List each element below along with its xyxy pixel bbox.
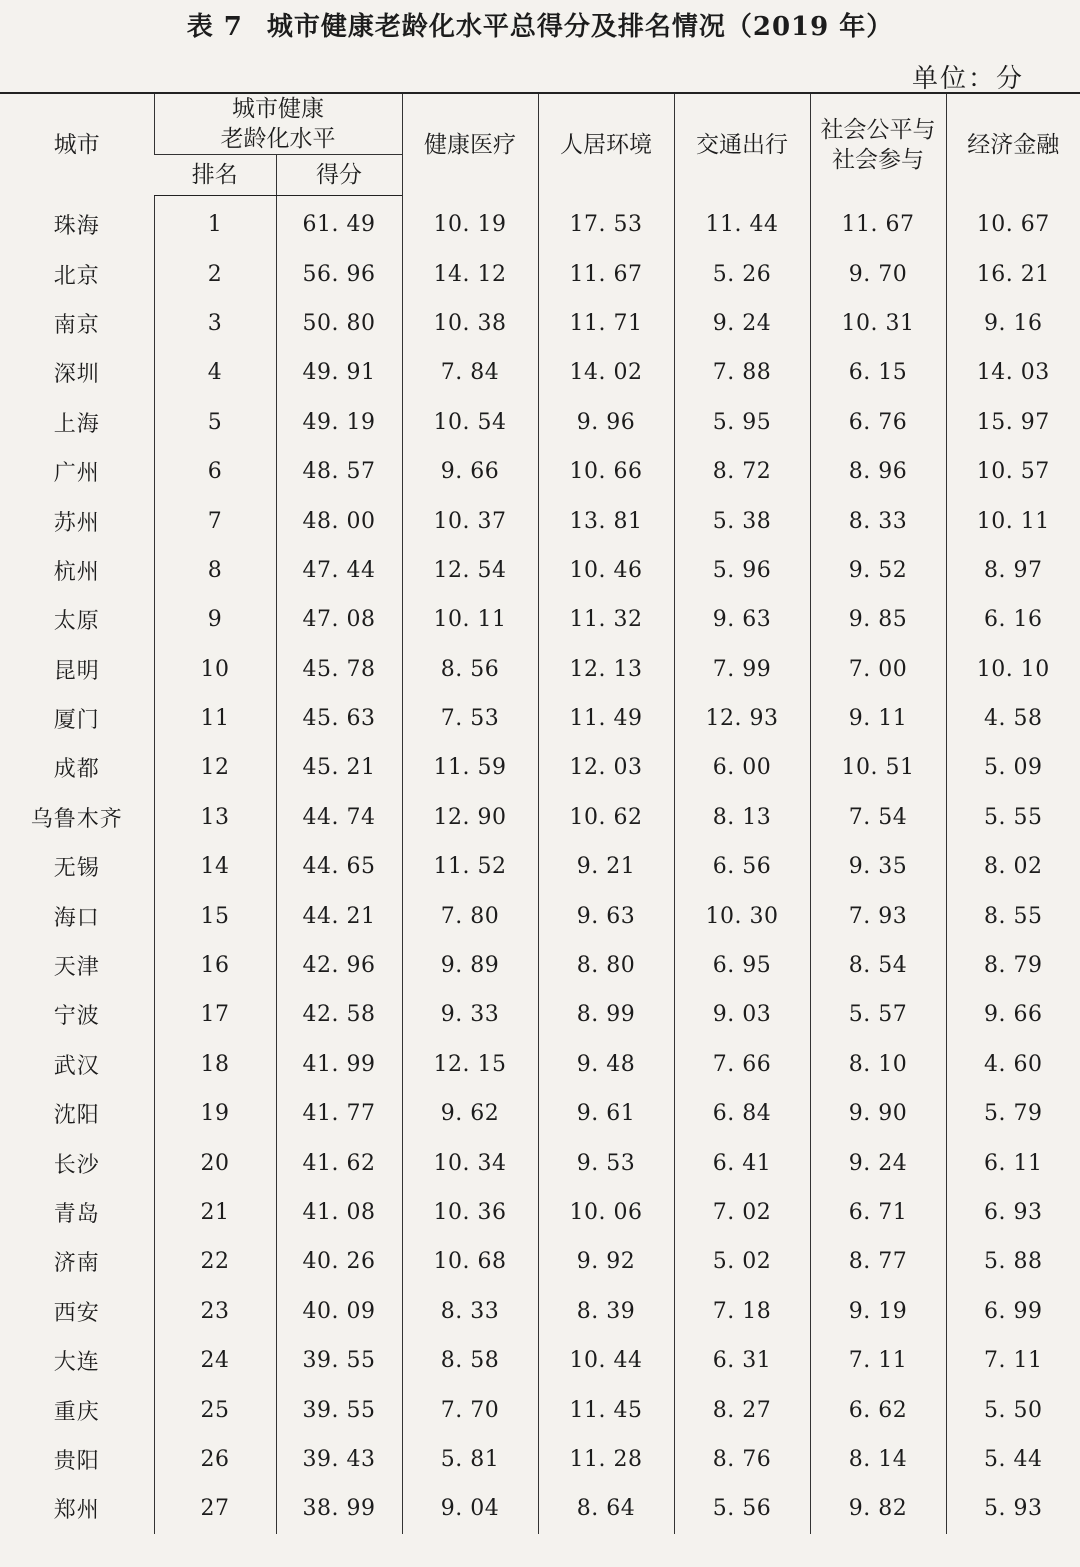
cell-health: 7. 80: [402, 891, 538, 940]
cell-city: 大连: [53, 1350, 100, 1376]
cell-transport: 8. 27: [674, 1385, 810, 1434]
cell-rank: 15: [154, 891, 276, 940]
cell-social: 6. 76: [810, 398, 946, 447]
table-row: [0, 1385, 1080, 1434]
cell-transport: 6. 95: [674, 941, 810, 990]
header-group: [154, 93, 402, 155]
cell-economy: 10. 11: [946, 496, 1080, 545]
table-row: [0, 1435, 1080, 1484]
cell-transport: 11. 44: [674, 196, 810, 250]
cell-health: 10. 38: [402, 299, 538, 348]
cell-transport: 5. 56: [674, 1484, 810, 1533]
table-row: [0, 743, 1080, 792]
cell-health: 10. 11: [402, 595, 538, 644]
table-row: [0, 1040, 1080, 1089]
cell-living: 12. 03: [538, 743, 674, 792]
cell-score: 41. 77: [276, 1089, 402, 1138]
cell-rank: 23: [154, 1287, 276, 1336]
table-row: [0, 842, 1080, 891]
cell-economy: 5. 09: [946, 743, 1080, 792]
cell-economy: 8. 97: [946, 546, 1080, 595]
cell-score: 56. 96: [276, 249, 402, 298]
cell-living: 11. 71: [538, 299, 674, 348]
cell-health: 10. 37: [402, 496, 538, 545]
cell-health: 9. 33: [402, 990, 538, 1039]
cell-transport: 7. 02: [674, 1188, 810, 1237]
cell-living: 11. 28: [538, 1435, 674, 1484]
cell-living: 11. 67: [538, 249, 674, 298]
cell-score: 41. 62: [276, 1138, 402, 1187]
table-row: [0, 1089, 1080, 1138]
table-row: [0, 595, 1080, 644]
table-row: [0, 645, 1080, 694]
table-row: [0, 299, 1080, 348]
cell-city: 宁波: [53, 1004, 100, 1030]
table-row: [0, 694, 1080, 743]
table-row: [0, 398, 1080, 447]
cell-economy: 10. 57: [946, 447, 1080, 496]
cell-score: 39. 43: [276, 1435, 402, 1484]
cell-rank: 22: [154, 1237, 276, 1286]
header-transport: 交通出行: [674, 93, 810, 196]
cell-social: 9. 52: [810, 546, 946, 595]
cell-living: 10. 06: [538, 1188, 674, 1237]
cell-social: 8. 10: [810, 1040, 946, 1089]
table-row: [0, 941, 1080, 990]
table-row: [0, 447, 1080, 496]
header-health: 健康医疗: [402, 93, 538, 196]
cell-score: 48. 57: [276, 447, 402, 496]
cell-rank: 7: [154, 496, 276, 545]
cell-living: 8. 80: [538, 941, 674, 990]
cell-city: 广州: [53, 461, 100, 487]
cell-transport: 12. 93: [674, 694, 810, 743]
cell-transport: 6. 41: [674, 1138, 810, 1187]
cell-city: 北京: [53, 263, 100, 289]
cell-score: 49. 19: [276, 398, 402, 447]
cell-health: 12. 54: [402, 546, 538, 595]
cell-social: 11. 67: [810, 196, 946, 250]
table-title: [0, 6, 1080, 43]
cell-city: 成都: [53, 757, 100, 783]
health-aging-table: [0, 92, 1080, 1534]
cell-city: 苏州: [53, 510, 100, 536]
cell-social: 7. 93: [810, 891, 946, 940]
table-row: [0, 348, 1080, 397]
cell-living: 12. 13: [538, 645, 674, 694]
header-living: 人居环境: [538, 93, 674, 196]
cell-health: 10. 34: [402, 1138, 538, 1187]
cell-economy: 6. 93: [946, 1188, 1080, 1237]
cell-transport: 5. 02: [674, 1237, 810, 1286]
cell-living: 10. 46: [538, 546, 674, 595]
cell-city: 珠海: [53, 213, 100, 239]
cell-score: 49. 91: [276, 348, 402, 397]
cell-city: 杭州: [53, 559, 100, 585]
table-row: [0, 990, 1080, 1039]
table-row: [0, 1138, 1080, 1187]
cell-social: 8. 77: [810, 1237, 946, 1286]
cell-rank: 8: [154, 546, 276, 595]
cell-city: 重庆: [53, 1399, 100, 1425]
cell-health: 9. 04: [402, 1484, 538, 1533]
table-row: [0, 793, 1080, 842]
cell-economy: 6. 16: [946, 595, 1080, 644]
header-city: 城市: [0, 93, 154, 196]
cell-living: 8. 99: [538, 990, 674, 1039]
cell-economy: 15. 97: [946, 398, 1080, 447]
cell-social: 9. 19: [810, 1287, 946, 1336]
cell-social: 9. 11: [810, 694, 946, 743]
cell-social: 8. 96: [810, 447, 946, 496]
cell-rank: 18: [154, 1040, 276, 1089]
cell-city: 长沙: [53, 1152, 100, 1178]
cell-transport: 7. 99: [674, 645, 810, 694]
cell-rank: 5: [154, 398, 276, 447]
cell-health: 7. 70: [402, 1385, 538, 1434]
cell-rank: 24: [154, 1336, 276, 1385]
cell-rank: 6: [154, 447, 276, 496]
cell-health: 11. 59: [402, 743, 538, 792]
cell-transport: 9. 63: [674, 595, 810, 644]
cell-score: 44. 21: [276, 891, 402, 940]
cell-rank: 9: [154, 595, 276, 644]
table-row: [0, 1188, 1080, 1237]
cell-rank: 17: [154, 990, 276, 1039]
cell-social: 6. 62: [810, 1385, 946, 1434]
cell-score: 41. 08: [276, 1188, 402, 1237]
cell-transport: 5. 96: [674, 546, 810, 595]
cell-living: 9. 92: [538, 1237, 674, 1286]
cell-social: 7. 11: [810, 1336, 946, 1385]
cell-city: 太原: [53, 609, 100, 635]
cell-economy: 5. 79: [946, 1089, 1080, 1138]
cell-economy: 5. 93: [946, 1484, 1080, 1533]
cell-score: 42. 96: [276, 941, 402, 990]
cell-rank: 27: [154, 1484, 276, 1533]
cell-social: 7. 00: [810, 645, 946, 694]
cell-transport: 6. 31: [674, 1336, 810, 1385]
header-social-line1: 社会公平与: [820, 116, 936, 143]
cell-rank: 25: [154, 1385, 276, 1434]
table-row: [0, 1237, 1080, 1286]
cell-health: 9. 62: [402, 1089, 538, 1138]
cell-living: 8. 64: [538, 1484, 674, 1533]
cell-health: 8. 58: [402, 1336, 538, 1385]
cell-social: 8. 33: [810, 496, 946, 545]
cell-economy: 4. 58: [946, 694, 1080, 743]
cell-living: 9. 96: [538, 398, 674, 447]
cell-rank: 1: [154, 196, 276, 250]
cell-living: 8. 39: [538, 1287, 674, 1336]
cell-score: 45. 63: [276, 694, 402, 743]
cell-city: 济南: [53, 1251, 100, 1277]
cell-economy: 4. 60: [946, 1040, 1080, 1089]
table-caption: 城市健康老龄化水平总得分及排名情况（2019 年）: [266, 12, 894, 42]
cell-economy: 8. 55: [946, 891, 1080, 940]
cell-rank: 12: [154, 743, 276, 792]
cell-living: 9. 48: [538, 1040, 674, 1089]
cell-living: 11. 45: [538, 1385, 674, 1434]
cell-economy: 5. 55: [946, 793, 1080, 842]
cell-rank: 13: [154, 793, 276, 842]
cell-health: 9. 89: [402, 941, 538, 990]
cell-social: 8. 14: [810, 1435, 946, 1484]
cell-social: 6. 15: [810, 348, 946, 397]
cell-transport: 8. 72: [674, 447, 810, 496]
table-row: [0, 1287, 1080, 1336]
table-row: [0, 249, 1080, 298]
cell-transport: 8. 13: [674, 793, 810, 842]
cell-living: 10. 66: [538, 447, 674, 496]
cell-rank: 11: [154, 694, 276, 743]
cell-city: 沈阳: [53, 1103, 100, 1129]
unit-note: 单位：分: [911, 64, 1024, 94]
cell-social: 9. 70: [810, 249, 946, 298]
cell-score: 41. 99: [276, 1040, 402, 1089]
cell-social: 10. 51: [810, 743, 946, 792]
cell-social: 9. 82: [810, 1484, 946, 1533]
cell-social: 9. 24: [810, 1138, 946, 1187]
table-row: [0, 496, 1080, 545]
header-economy: 经济金融: [946, 93, 1080, 196]
header-group-line1: 城市健康: [232, 96, 324, 122]
cell-transport: 7. 66: [674, 1040, 810, 1089]
cell-city: 上海: [53, 411, 100, 437]
table-row: [0, 196, 1080, 250]
cell-transport: 8. 76: [674, 1435, 810, 1484]
cell-economy: 14. 03: [946, 348, 1080, 397]
cell-rank: 20: [154, 1138, 276, 1187]
cell-score: 45. 78: [276, 645, 402, 694]
cell-economy: 16. 21: [946, 249, 1080, 298]
cell-city: 厦门: [53, 708, 100, 734]
cell-rank: 19: [154, 1089, 276, 1138]
cell-economy: 10. 67: [946, 196, 1080, 250]
cell-economy: 9. 66: [946, 990, 1080, 1039]
table-number: 表 7: [186, 12, 243, 42]
cell-city: 贵阳: [53, 1448, 100, 1474]
cell-social: 9. 35: [810, 842, 946, 891]
cell-living: 10. 44: [538, 1336, 674, 1385]
cell-health: 10. 54: [402, 398, 538, 447]
cell-living: 9. 21: [538, 842, 674, 891]
cell-living: 11. 49: [538, 694, 674, 743]
cell-city: 郑州: [53, 1498, 100, 1524]
cell-economy: 6. 99: [946, 1287, 1080, 1336]
cell-health: 7. 53: [402, 694, 538, 743]
cell-score: 38. 99: [276, 1484, 402, 1533]
cell-living: 17. 53: [538, 196, 674, 250]
cell-health: 7. 84: [402, 348, 538, 397]
cell-rank: 26: [154, 1435, 276, 1484]
cell-social: 9. 85: [810, 595, 946, 644]
cell-economy: 7. 11: [946, 1336, 1080, 1385]
cell-city: 天津: [53, 955, 100, 981]
cell-living: 9. 61: [538, 1089, 674, 1138]
cell-rank: 16: [154, 941, 276, 990]
cell-transport: 6. 00: [674, 743, 810, 792]
cell-health: 11. 52: [402, 842, 538, 891]
cell-social: 5. 57: [810, 990, 946, 1039]
cell-living: 9. 53: [538, 1138, 674, 1187]
header-score: 得分: [276, 155, 402, 196]
table-body: [0, 196, 1080, 1534]
cell-rank: 14: [154, 842, 276, 891]
cell-transport: 9. 24: [674, 299, 810, 348]
cell-health: 10. 68: [402, 1237, 538, 1286]
cell-city: 南京: [53, 312, 100, 338]
cell-score: 48. 00: [276, 496, 402, 545]
header-rank: 排名: [154, 155, 276, 196]
cell-health: 5. 81: [402, 1435, 538, 1484]
table-row: [0, 891, 1080, 940]
cell-city: 青岛: [53, 1202, 100, 1227]
cell-economy: 6. 11: [946, 1138, 1080, 1187]
cell-rank: 3: [154, 299, 276, 348]
cell-rank: 4: [154, 348, 276, 397]
cell-living: 11. 32: [538, 595, 674, 644]
cell-living: 9. 63: [538, 891, 674, 940]
cell-health: 10. 19: [402, 196, 538, 250]
cell-city: 乌鲁木齐: [30, 806, 123, 832]
header-social: [810, 93, 946, 196]
table-row: [0, 1336, 1080, 1385]
cell-transport: 5. 26: [674, 249, 810, 298]
cell-living: 13. 81: [538, 496, 674, 545]
cell-social: 8. 54: [810, 941, 946, 990]
cell-health: 8. 33: [402, 1287, 538, 1336]
cell-score: 61. 49: [276, 196, 402, 250]
cell-health: 9. 66: [402, 447, 538, 496]
cell-economy: 8. 79: [946, 941, 1080, 990]
cell-city: 西安: [53, 1300, 100, 1326]
cell-score: 47. 08: [276, 595, 402, 644]
cell-economy: 9. 16: [946, 299, 1080, 348]
cell-city: 武汉: [53, 1053, 100, 1079]
cell-score: 44. 65: [276, 842, 402, 891]
cell-rank: 2: [154, 249, 276, 298]
cell-economy: 8. 02: [946, 842, 1080, 891]
cell-social: 10. 31: [810, 299, 946, 348]
cell-score: 42. 58: [276, 990, 402, 1039]
cell-transport: 7. 88: [674, 348, 810, 397]
cell-score: 50. 80: [276, 299, 402, 348]
cell-score: 39. 55: [276, 1385, 402, 1434]
cell-social: 6. 71: [810, 1188, 946, 1237]
cell-rank: 21: [154, 1188, 276, 1237]
cell-transport: 5. 38: [674, 496, 810, 545]
cell-city: 无锡: [53, 856, 100, 882]
table-row: [0, 1484, 1080, 1533]
cell-health: 10. 36: [402, 1188, 538, 1237]
cell-transport: 9. 03: [674, 990, 810, 1039]
cell-transport: 5. 95: [674, 398, 810, 447]
cell-transport: 7. 18: [674, 1287, 810, 1336]
cell-score: 40. 26: [276, 1237, 402, 1286]
cell-city: 海口: [53, 905, 100, 931]
cell-score: 40. 09: [276, 1287, 402, 1336]
cell-transport: 6. 84: [674, 1089, 810, 1138]
cell-city: 深圳: [53, 362, 100, 388]
cell-economy: 10. 10: [946, 645, 1080, 694]
cell-health: 14. 12: [402, 249, 538, 298]
cell-economy: 5. 50: [946, 1385, 1080, 1434]
cell-social: 7. 54: [810, 793, 946, 842]
table-row: [0, 546, 1080, 595]
cell-living: 10. 62: [538, 793, 674, 842]
header-social-line2: 社会参与: [832, 146, 924, 173]
cell-economy: 5. 44: [946, 1435, 1080, 1484]
cell-transport: 6. 56: [674, 842, 810, 891]
cell-transport: 10. 30: [674, 891, 810, 940]
cell-social: 9. 90: [810, 1089, 946, 1138]
cell-health: 8. 56: [402, 645, 538, 694]
cell-economy: 5. 88: [946, 1237, 1080, 1286]
cell-city: 昆明: [53, 658, 100, 684]
cell-health: 12. 15: [402, 1040, 538, 1089]
cell-rank: 10: [154, 645, 276, 694]
cell-score: 39. 55: [276, 1336, 402, 1385]
cell-score: 45. 21: [276, 743, 402, 792]
cell-score: 47. 44: [276, 546, 402, 595]
cell-score: 44. 74: [276, 793, 402, 842]
header-group-line2: 老龄化水平: [220, 126, 336, 152]
cell-health: 12. 90: [402, 793, 538, 842]
cell-living: 14. 02: [538, 348, 674, 397]
